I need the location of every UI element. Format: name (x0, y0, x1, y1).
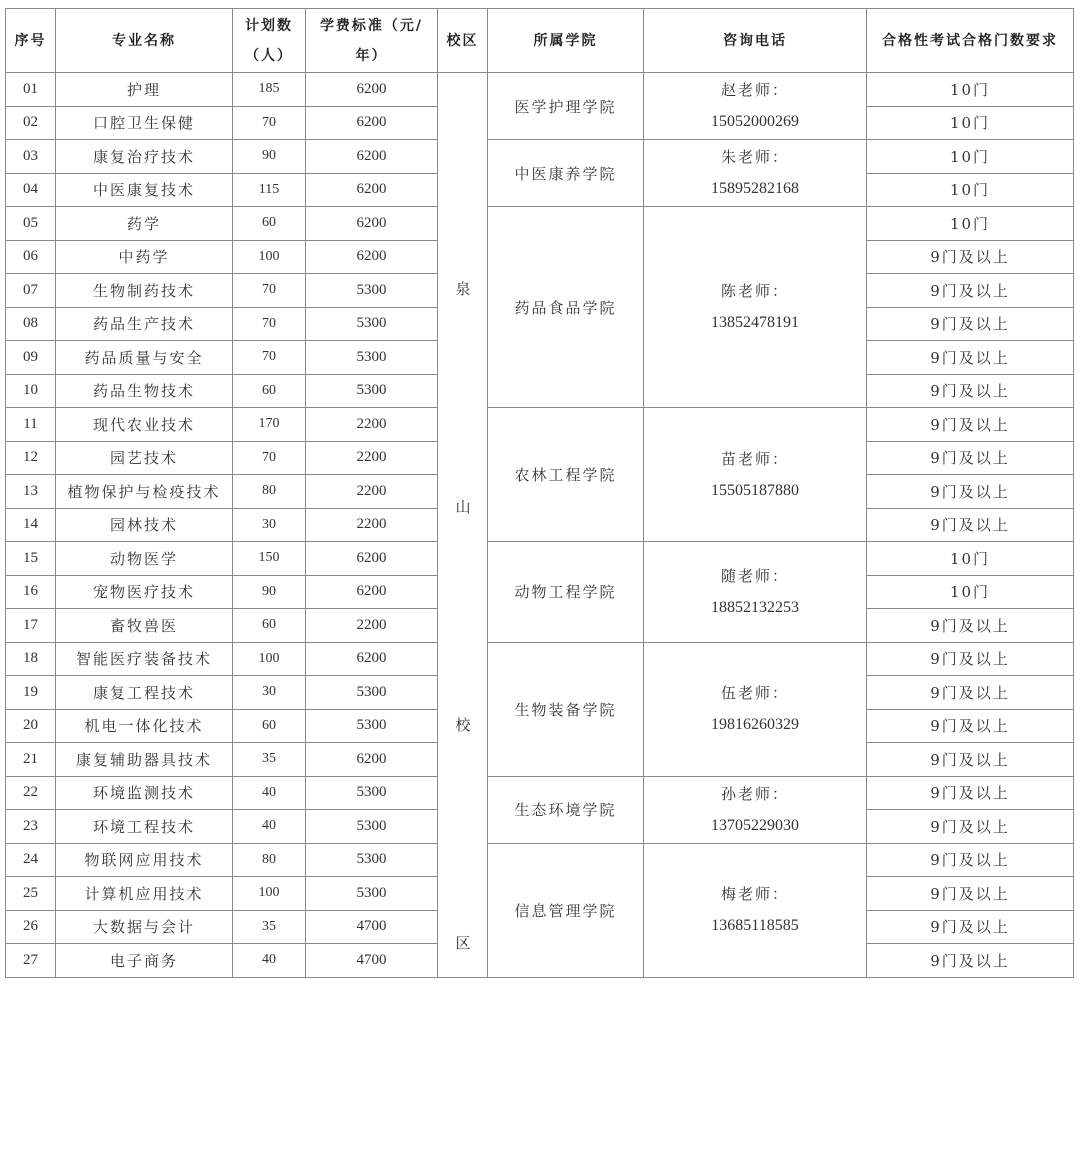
fee-cell: 5300 (306, 776, 438, 810)
seq-cell: 19 (6, 676, 56, 710)
major-cell: 口腔卫生保健 (56, 106, 233, 140)
contact-cell (644, 776, 867, 843)
major-cell: 康复治疗技术 (56, 140, 233, 174)
contact-phone: 15505187880 (711, 481, 799, 499)
requirement-cell: 9门及以上 (867, 475, 1074, 509)
header-plan-line2: （人） (245, 47, 293, 64)
seq-cell: 02 (6, 106, 56, 140)
table-row (6, 843, 1074, 877)
requirement-cell: 10门 (867, 575, 1074, 609)
header-row (6, 9, 1074, 73)
requirement-cell: 10门 (867, 106, 1074, 140)
college-cell: 中医康养学院 (488, 140, 644, 207)
plan-cell: 70 (233, 274, 306, 308)
seq-cell: 25 (6, 877, 56, 911)
requirement-cell: 9门及以上 (867, 307, 1074, 341)
major-cell: 药品生物技术 (56, 374, 233, 408)
contact-name: 赵老师： (720, 81, 789, 99)
plan-cell: 60 (233, 609, 306, 643)
major-cell: 电子商务 (56, 944, 233, 978)
plan-cell: 100 (233, 642, 306, 676)
major-cell: 环境监测技术 (56, 776, 233, 810)
fee-cell: 6200 (306, 173, 438, 207)
fee-cell: 5300 (306, 709, 438, 743)
plan-cell: 70 (233, 307, 306, 341)
seq-cell: 27 (6, 944, 56, 978)
contact-name: 朱老师： (720, 148, 789, 166)
fee-cell: 2200 (306, 609, 438, 643)
header-major: 专业名称 (56, 9, 233, 73)
seq-cell: 15 (6, 542, 56, 576)
college-cell: 动物工程学院 (488, 542, 644, 643)
requirement-cell: 9门及以上 (867, 910, 1074, 944)
seq-cell: 04 (6, 173, 56, 207)
seq-cell: 14 (6, 508, 56, 542)
contact-cell (644, 73, 867, 140)
plan-cell: 70 (233, 341, 306, 375)
plan-cell: 30 (233, 508, 306, 542)
contact-cell (644, 843, 867, 977)
seq-cell: 05 (6, 207, 56, 241)
fee-cell: 6200 (306, 207, 438, 241)
plan-cell: 60 (233, 374, 306, 408)
plan-cell: 90 (233, 575, 306, 609)
fee-cell: 2200 (306, 441, 438, 475)
admission-table (5, 8, 1074, 1153)
seq-cell: 20 (6, 709, 56, 743)
college-cell: 农林工程学院 (488, 408, 644, 542)
plan-cell: 115 (233, 173, 306, 207)
fee-cell: 4700 (306, 944, 438, 978)
plan-cell: 35 (233, 743, 306, 777)
requirement-cell: 9门及以上 (867, 810, 1074, 844)
major-cell: 药品质量与安全 (56, 341, 233, 375)
table-row (6, 140, 1074, 174)
header-fee (306, 9, 438, 73)
seq-cell: 23 (6, 810, 56, 844)
seq-cell: 22 (6, 776, 56, 810)
major-cell: 药学 (56, 207, 233, 241)
requirement-cell: 9门及以上 (867, 944, 1074, 978)
contact-phone: 13685118585 (711, 917, 799, 934)
major-cell: 康复工程技术 (56, 676, 233, 710)
requirement-cell: 9门及以上 (867, 642, 1074, 676)
contact-phone: 15052000269 (711, 113, 799, 130)
contact-cell (644, 642, 867, 776)
contact-phone: 13705229030 (711, 816, 799, 834)
fee-cell: 6200 (306, 140, 438, 174)
contact-phone: 15895282168 (711, 180, 799, 197)
major-cell: 畜牧兽医 (56, 609, 233, 643)
requirement-cell: 10门 (867, 73, 1074, 107)
contact-name: 陈老师： (720, 282, 789, 300)
plan-cell: 80 (233, 843, 306, 877)
college-cell: 生物装备学院 (488, 642, 644, 776)
plan-cell: 90 (233, 140, 306, 174)
fee-cell: 6200 (306, 642, 438, 676)
plan-cell: 60 (233, 709, 306, 743)
requirement-cell: 9门及以上 (867, 508, 1074, 542)
plan-cell: 30 (233, 676, 306, 710)
major-cell: 机电一体化技术 (56, 709, 233, 743)
fee-cell: 5300 (306, 274, 438, 308)
college-cell: 医学护理学院 (488, 73, 644, 140)
header-college: 所属学院 (488, 9, 644, 73)
header-requirement: 合格性考试合格门数要求 (867, 9, 1074, 73)
seq-cell: 13 (6, 475, 56, 509)
header-fee-line1: 学费标准（元/ (319, 17, 424, 34)
seq-cell: 03 (6, 140, 56, 174)
seq-cell: 21 (6, 743, 56, 777)
plan-cell: 40 (233, 944, 306, 978)
table-row (6, 542, 1074, 576)
requirement-cell: 10门 (867, 207, 1074, 241)
header-plan-line1: 计划数 (245, 17, 293, 34)
plan-cell: 60 (233, 207, 306, 241)
seq-cell: 08 (6, 307, 56, 341)
requirement-cell: 9门及以上 (867, 240, 1074, 274)
plan-cell: 100 (233, 877, 306, 911)
major-cell: 智能医疗装备技术 (56, 642, 233, 676)
header-fee-line2: 年） (355, 47, 388, 64)
header-plan (233, 9, 306, 73)
requirement-cell: 9门及以上 (867, 374, 1074, 408)
requirement-cell: 9门及以上 (867, 743, 1074, 777)
contact-name: 伍老师： (720, 684, 789, 702)
contact-phone: 13852478191 (711, 314, 799, 331)
college-cell: 生态环境学院 (488, 776, 644, 843)
fee-cell: 6200 (306, 240, 438, 274)
fee-cell: 6200 (306, 106, 438, 140)
seq-cell: 10 (6, 374, 56, 408)
contact-cell (644, 140, 867, 207)
major-cell: 中药学 (56, 240, 233, 274)
table-row (6, 73, 1074, 107)
campus-name: 泉山校区 (453, 281, 472, 1153)
seq-cell: 16 (6, 575, 56, 609)
table-row (6, 642, 1074, 676)
contact-name: 孙老师： (720, 784, 789, 803)
fee-cell: 5300 (306, 307, 438, 341)
plan-cell: 100 (233, 240, 306, 274)
contact-name: 梅老师： (720, 885, 789, 903)
seq-cell: 26 (6, 910, 56, 944)
fee-cell: 6200 (306, 575, 438, 609)
major-cell: 计算机应用技术 (56, 877, 233, 911)
major-cell: 植物保护与检疫技术 (56, 475, 233, 509)
contact-cell (644, 408, 867, 542)
major-cell: 康复辅助器具技术 (56, 743, 233, 777)
major-cell: 药品生产技术 (56, 307, 233, 341)
contact-cell (644, 542, 867, 643)
requirement-cell: 9门及以上 (867, 776, 1074, 810)
table-row (6, 776, 1074, 810)
requirement-cell: 9门及以上 (867, 843, 1074, 877)
requirement-cell: 10门 (867, 173, 1074, 207)
major-cell: 园林技术 (56, 508, 233, 542)
plan-cell: 150 (233, 542, 306, 576)
fee-cell: 2200 (306, 408, 438, 442)
major-cell: 中医康复技术 (56, 173, 233, 207)
contact-phone: 18852132253 (711, 598, 799, 616)
major-cell: 护理 (56, 73, 233, 107)
seq-cell: 24 (6, 843, 56, 877)
fee-cell: 4700 (306, 910, 438, 944)
header-campus: 校区 (438, 9, 488, 73)
plan-cell: 40 (233, 810, 306, 844)
requirement-cell: 9门及以上 (867, 709, 1074, 743)
fee-cell: 5300 (306, 810, 438, 844)
major-cell: 现代农业技术 (56, 408, 233, 442)
seq-cell: 17 (6, 609, 56, 643)
fee-cell: 2200 (306, 508, 438, 542)
seq-cell: 06 (6, 240, 56, 274)
requirement-cell: 10门 (867, 542, 1074, 576)
header-phone: 咨询电话 (644, 9, 867, 73)
seq-cell: 01 (6, 73, 56, 107)
requirement-cell: 9门及以上 (867, 609, 1074, 643)
table-row (6, 408, 1074, 442)
fee-cell: 6200 (306, 542, 438, 576)
requirement-cell: 9门及以上 (867, 877, 1074, 911)
major-cell: 宠物医疗技术 (56, 575, 233, 609)
seq-cell: 12 (6, 441, 56, 475)
fee-cell: 5300 (306, 374, 438, 408)
plan-cell: 80 (233, 475, 306, 509)
seq-cell: 18 (6, 642, 56, 676)
fee-cell: 2200 (306, 475, 438, 509)
campus-cell (438, 73, 488, 1153)
plan-cell: 70 (233, 441, 306, 475)
plan-cell: 35 (233, 910, 306, 944)
header-seq: 序号 (6, 9, 56, 73)
plan-cell: 40 (233, 776, 306, 810)
fee-cell: 6200 (306, 743, 438, 777)
major-cell: 生物制药技术 (56, 274, 233, 308)
fee-cell: 5300 (306, 676, 438, 710)
table-row (6, 207, 1074, 241)
requirement-cell: 9门及以上 (867, 408, 1074, 442)
contact-cell (644, 207, 867, 408)
major-cell: 物联网应用技术 (56, 843, 233, 877)
fee-cell: 5300 (306, 341, 438, 375)
major-cell: 动物医学 (56, 542, 233, 576)
contact-phone: 19816260329 (711, 716, 799, 733)
college-cell: 药品食品学院 (488, 207, 644, 408)
plan-cell: 170 (233, 408, 306, 442)
plan-cell: 185 (233, 73, 306, 107)
fee-cell: 6200 (306, 73, 438, 107)
seq-cell: 09 (6, 341, 56, 375)
contact-name: 随老师： (720, 566, 789, 585)
major-cell: 园艺技术 (56, 441, 233, 475)
fee-cell: 5300 (306, 843, 438, 877)
plan-cell: 70 (233, 106, 306, 140)
major-cell: 大数据与会计 (56, 910, 233, 944)
seq-cell: 11 (6, 408, 56, 442)
requirement-cell: 9门及以上 (867, 274, 1074, 308)
requirement-cell: 10门 (867, 140, 1074, 174)
major-cell: 环境工程技术 (56, 810, 233, 844)
requirement-cell: 9门及以上 (867, 676, 1074, 710)
seq-cell: 07 (6, 274, 56, 308)
college-cell: 信息管理学院 (488, 843, 644, 977)
contact-name: 苗老师： (720, 449, 789, 468)
requirement-cell: 9门及以上 (867, 441, 1074, 475)
requirement-cell: 9门及以上 (867, 341, 1074, 375)
fee-cell: 5300 (306, 877, 438, 911)
